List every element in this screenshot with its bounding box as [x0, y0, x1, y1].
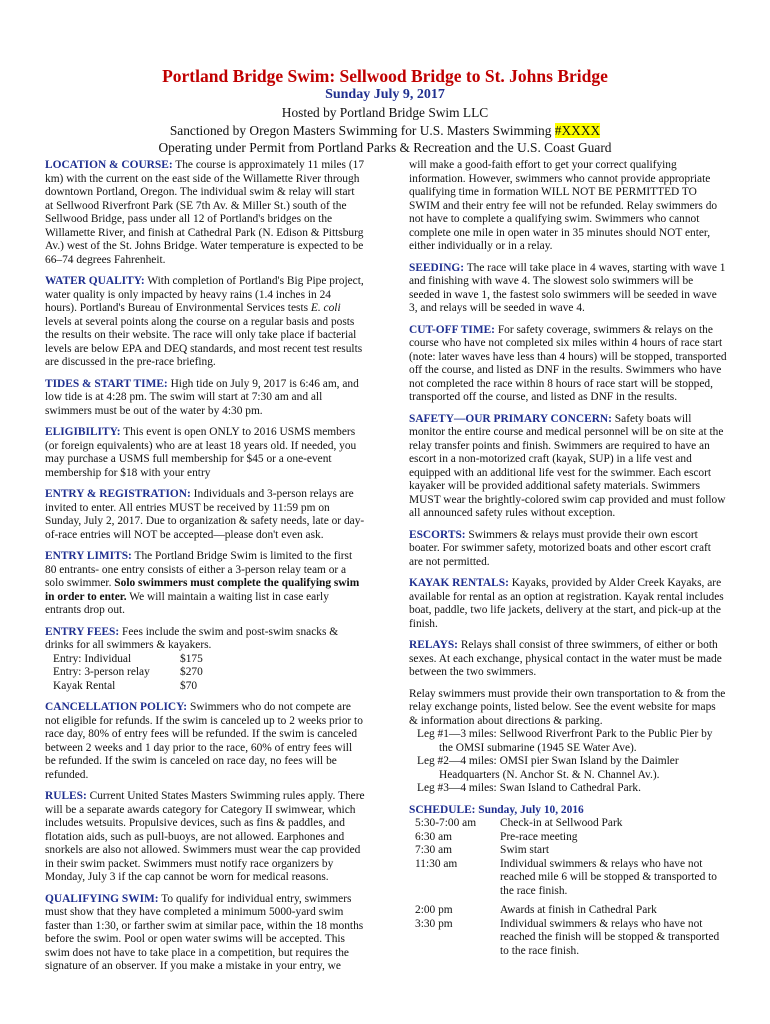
eligibility-section: [45, 426, 365, 480]
water-text-italic: E. coli: [310, 302, 341, 314]
fee-price: $175: [180, 652, 203, 665]
cutoff-section: [409, 324, 727, 405]
entry-section: [45, 488, 365, 542]
qualifying-text: To qualify for individual entry, swimmers must show that they have completed a minimum 5000-yard swim faster than 1:30, or farther swim at similar pace, within the 18 months before the swim. Pool or open water swims will be accepted. This swim does not have to take place in a competition, but requires the signature of an observer. If you make a mistake in your entry, we: [45, 892, 364, 972]
limits-heading: ENTRY LIMITS:: [45, 550, 132, 562]
header: [0, 66, 770, 157]
kayak-text: Kayaks, provided by Alder Creek Kayaks, are available for rental as an option at registration. Kayak rental includes boat, paddle, two life jackets, delivery at the start, and pick-up at the finish.: [409, 577, 724, 630]
location-heading: LOCATION & COURSE:: [45, 159, 173, 171]
fees-section: [45, 626, 365, 694]
schedule-time: 2:00 pm: [415, 904, 453, 916]
safety-heading: SAFETY—OUR PRIMARY CONCERN:: [409, 412, 612, 425]
leg-line-2: Headquarters (N. Anchor St. & N. Channel Av.).: [439, 768, 660, 781]
entry-text: Individuals and 3-person relays are invited to enter. All entries MUST be received by 11:59 pm on Sunday, July 2, 2017. Due to organization & safety needs, late or day-of-race entries will NOT be accepted—please don't even ask.: [45, 488, 365, 541]
schedule-row: [409, 904, 727, 918]
hosted-line: Hosted by Portland Bridge Swim LLC: [281, 105, 489, 120]
schedule-section: [409, 804, 727, 959]
cutoff-text: For safety coverage, swimmers & relays on the course who have not completed six miles within 4 hours of race start (note: later waves have less than 4 hours) will be stopped, transported off the course, and listed as DNF in the results. Swimmers who have not completed the race within 8 hours of race start will be stopped, transported off the course, and listed as DNF in the results.: [409, 323, 727, 403]
location-text: The course is approximately 11 miles (17 km) with the current on the east side of the Willamette River through downtown Portland, Oregon. The individual swim & relay will start at Sellwood Riverfront Park (SE 7th Av. & Miller St.) south of the Sellwood Bridge, pass under all 12 of Portland's bridges on the Willamette River, and finish at Cathedral Park (N. Edison & Pittsburg Av.) west of the St. Johns Bridge. Water temperature is expected to be 66–74 degrees Fahrenheit.: [45, 159, 365, 266]
schedule-event: Awards at finish in Cathedral Park: [500, 904, 657, 916]
escorts-heading: ESCORTS:: [409, 528, 466, 541]
rules-heading: RULES:: [45, 790, 87, 802]
schedule-time: 5:30-7:00 am: [415, 817, 477, 829]
limits-section: [45, 550, 365, 618]
schedule-event: Check-in at Sellwood Park: [500, 817, 623, 829]
transport-section: [409, 688, 727, 796]
tides-heading: TIDES & START TIME:: [45, 377, 168, 390]
limits-text-b: We will maintain a waiting list in case early entrants drop out.: [45, 590, 329, 616]
schedule-event: Individual swimmers & relays who have not reached mile 6 will be stopped & transported to the race finish.: [500, 857, 717, 897]
water-heading: WATER QUALITY:: [45, 275, 145, 287]
cancellation-text: Swimmers who do not compete are not eligible for refunds. If the swim is canceled up to 2 weeks prior to race day, 80% of entry fees will be refunded. If the swim is canceled between 2 weeks and 1 day prior to the race, 60% of entry fees will be refunded. If the swim is canceled on race day, no fees will be refunded.: [45, 701, 363, 781]
rules-text: Current United States Masters Swimming rules apply. There will be a separate awards category for Category II swimwear, which includes wetsuits. Propulsive devices, such as fins & paddles, and flotation aids, such as pull-buoys, are not allowed. Earphones and snorkels are also not allowed. Swimmers must wear the cap provided in their swim packet. Swimmers must notify race organizers by Monday, July 3 if the cap cannot be worn for medical reasons.: [45, 790, 365, 883]
relays-text: Relays shall consist of three swimmers, of either or both sexes. At each exchange, physical contact in the water must be made between the two swimmers.: [409, 639, 722, 678]
schedule-event: Individual swimmers & relays who have not reached the finish will be stopped & transported to the race finish.: [500, 917, 720, 957]
fees-text: Fees include the swim and post-swim snacks & drinks for all swimmers & kayakers.: [45, 625, 339, 651]
qualifying-heading: QUALIFYING SWIM:: [45, 892, 159, 905]
right-column: [409, 159, 727, 966]
cancellation-section: [45, 701, 365, 782]
leg-item: [409, 782, 727, 796]
schedule-time: 3:30 pm: [415, 917, 453, 930]
seeding-section: [409, 262, 727, 316]
fee-row: [45, 680, 365, 694]
eligibility-heading: ELIGIBILITY:: [45, 426, 121, 438]
qualifying-section: [45, 893, 365, 974]
escorts-text: Swimmers & relays must provide their own escort boater. For swimmer safety, motorized boats and other escort craft are not permitted.: [409, 528, 711, 568]
kayak-section: [409, 577, 727, 631]
page-title: Portland Bridge Swim: Sellwood Bridge to St. Johns Bridge: [162, 66, 608, 86]
leg-item: [409, 755, 727, 782]
seeding-heading: SEEDING:: [409, 261, 465, 274]
leg-line-1: Leg #1—3 miles: Sellwood Riverfront Park to the Public Pier by: [417, 728, 713, 740]
schedule-heading: SCHEDULE: Sunday, July 10, 2016: [409, 803, 584, 816]
schedule-row: [409, 817, 727, 831]
water-text-b: levels at several points along the course on a regular basis and posts the results on their website. The race will only take place if bacterial levels are below EPA and DEQ standards, and most recent test results are discussed in the pre-race briefing.: [45, 315, 363, 368]
kayak-heading: KAYAK RENTALS:: [409, 577, 509, 589]
cutoff-heading: CUT-OFF TIME:: [409, 323, 495, 336]
entry-heading: ENTRY & REGISTRATION:: [45, 488, 191, 500]
schedule-time: 11:30 am: [415, 857, 458, 870]
schedule-time: 6:30 am: [415, 830, 453, 843]
tides-text: High tide on July 9, 2017 is 6:46 am, and low tide is at 4:28 pm. The swim will start at 7:30 am and all swimmers must be out of the water by 4:30 pm.: [45, 377, 359, 417]
limits-text-a: The Portland Bridge Swim is limited to the first 80 entrants- one entry consists of either a 3-person relay team or a solo swimmer.: [45, 550, 353, 589]
left-column: [45, 159, 365, 982]
water-section: [45, 275, 365, 370]
escorts-section: [409, 529, 727, 570]
schedule-row: [409, 831, 727, 845]
limits-text-bold: Solo swimmers must complete the qualifying swim in order to enter.: [45, 577, 360, 603]
permit-line: Operating under Permit from Portland Parks & Recreation and the U.S. Coast Guard: [158, 140, 612, 155]
eligibility-text: This event is open ONLY to 2016 USMS members (or foreign equivalents) who are at least 18 years old. If needed, you may purchase a USMS full membership for $45 or a one-event membership for $18 with your entry: [45, 426, 357, 479]
schedule-row: [409, 844, 727, 858]
leg-line-1: Leg #2—4 miles: OMSI pier Swan Island by the Daimler: [417, 755, 679, 767]
transport-text: Relay swimmers must provide their own transportation to & from the relay exchange points, listed below. See the event website for maps & information about directions & parking.: [409, 687, 726, 727]
rules-section: [45, 790, 365, 885]
event-date: Sunday July 9, 2017: [325, 87, 445, 102]
qualifying-continued: will make a good-faith effort to get your correct qualifying information. However, swimmers who cannot provide appropriate qualifying time in formation WILL NOT BE PERMITTED TO SWIM and their entry fee will not be refunded. Relay swimmers do not have to complete a qualifying swim. Swimmers who cannot complete one mile in open water in 35 minutes should NOT enter, either individually or in a relay.: [409, 159, 718, 252]
relays-section: [409, 639, 727, 680]
leg-item: [409, 728, 727, 755]
schedule-event: Pre-race meeting: [500, 830, 578, 843]
leg-line-2: the OMSI submarine (1945 SE Water Ave).: [439, 741, 637, 754]
relays-heading: RELAYS:: [409, 639, 458, 651]
water-text-a: With completion of Portland's Big Pipe project, water quality is only impacted by heavy rains (1.4 inches in 24 hours). Portland's Bureau of Environmental Services tests: [45, 275, 364, 314]
safety-section: [409, 413, 727, 521]
tides-section: [45, 378, 365, 419]
schedule-time: 7:30 am: [415, 844, 453, 856]
schedule-row: [409, 918, 727, 959]
seeding-text: The race will take place in 4 waves, starting with wave 1 and finishing with wave 4. The slowest solo swimmers will be seeded in wave 1, the fastest solo swimmers will be seeded in wave 3, and relays will be seeded in wave 4.: [409, 261, 726, 314]
fee-row: [45, 666, 365, 680]
fee-price: $270: [180, 666, 203, 678]
sanction-number: #XXXX: [554, 122, 601, 138]
fee-row: [45, 653, 365, 667]
leg-line-1: Leg #3—4 miles: Swan Island to Cathedral Park.: [417, 782, 641, 794]
fee-label: Kayak Rental: [53, 679, 116, 692]
location-section: [45, 159, 365, 267]
fee-price: $70: [180, 679, 198, 692]
sanction-text: Sanctioned by Oregon Masters Swimming for U.S. Masters Swimming: [169, 122, 555, 138]
safety-text: Safety boats will monitor the entire course and medical personnel will be on site at the relay transfer points and finish. Swimmers are required to have an escort in a non-motorized craft (kayak, SUP) in a life vest and equipped with an additional life vest for the swimmer. Each escort kayaker will be provided additional safety materials. Swimmers MUST wear the brightly-colored swim cap provided and must follow all announced safety rules without exception.: [409, 412, 726, 519]
fee-label: Entry: Individual: [53, 652, 132, 665]
sanction-line: [0, 122, 770, 140]
fee-label: Entry: 3-person relay: [53, 666, 150, 678]
cancellation-heading: CANCELLATION POLICY:: [45, 701, 188, 713]
fees-heading: ENTRY FEES:: [45, 625, 120, 638]
schedule-event: Swim start: [500, 844, 550, 856]
schedule-row: [409, 858, 727, 899]
